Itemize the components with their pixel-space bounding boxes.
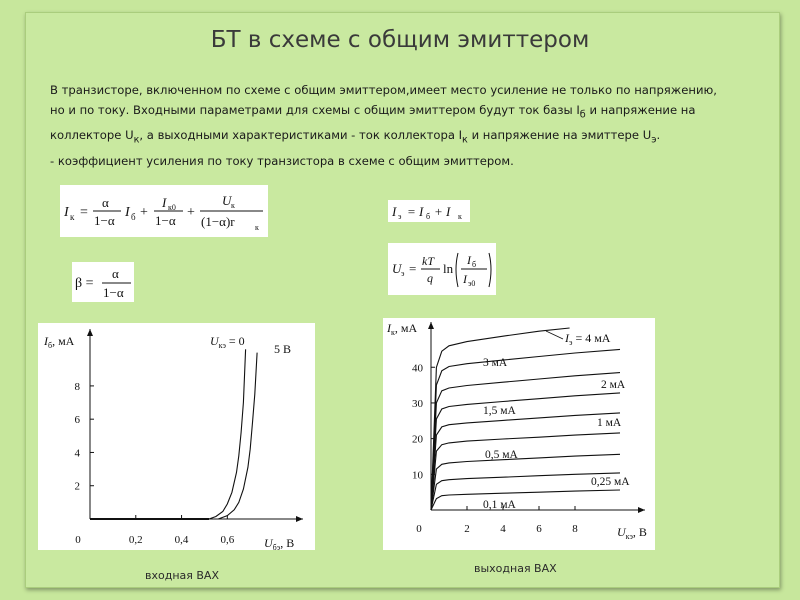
curve-line [218, 353, 257, 519]
formula-plus: + [140, 205, 148, 220]
right-paren [489, 253, 491, 287]
x-tick-label: 0 [416, 523, 422, 535]
y-axis-label: $I_к$, мА [387, 321, 418, 337]
fraction-denominator: I [463, 272, 467, 286]
x-axis-arrow [296, 516, 303, 522]
paragraph-text: и напряжение на [585, 103, 696, 117]
subscript: э [651, 134, 657, 146]
formula-subscript: б [472, 260, 477, 269]
formula-emitter-voltage [388, 243, 496, 295]
x-tick-label: 0 [75, 534, 81, 546]
fraction-numerator: α [112, 266, 119, 281]
x-axis-arrow [638, 507, 645, 513]
y-axis-arrow [428, 322, 434, 329]
output-chart-caption: выходная ВАХ [474, 562, 557, 575]
fraction-numerator: α [102, 195, 109, 210]
series-label: 3 мА [483, 357, 508, 369]
formula-emitter-current [388, 200, 470, 222]
legend-label: $U_{кэ} = 0$ [210, 334, 245, 350]
formula-subscript: к [70, 212, 75, 222]
formula-equals: = [409, 261, 417, 276]
x-axis-label: $U_{бэ}$, В [264, 536, 295, 550]
series-label: 1 мА [597, 417, 622, 429]
formula-symbol: I [125, 205, 130, 220]
x-tick-label: 0,4 [174, 534, 189, 546]
curve-line [431, 433, 620, 510]
fraction-denominator: 1−α [94, 213, 115, 228]
label-leader [546, 331, 563, 339]
y-tick-label: 2 [74, 480, 80, 493]
input-characteristic-chart [38, 323, 315, 550]
input-chart-caption: входная ВАХ [145, 569, 219, 582]
series-label: $I_э = 4$ мА [565, 331, 611, 347]
paragraph-line-3 [50, 125, 762, 150]
left-paren [456, 253, 458, 287]
formula-subscript: к [255, 223, 259, 232]
y-tick-label: 30 [412, 397, 423, 410]
formula-beta-svg [72, 262, 134, 302]
series-label: 2 мА [601, 379, 626, 391]
paragraph-line-2 [50, 100, 762, 125]
output-characteristic-chart [383, 318, 655, 550]
formula-collector-current [60, 185, 268, 237]
curve-line [431, 490, 620, 510]
formula-beta [72, 262, 134, 302]
fraction-denominator: (1−α)r [201, 214, 235, 229]
formula-subscript: к [458, 212, 462, 221]
input-chart-svg [38, 323, 315, 550]
series-label: 5 В [274, 342, 292, 356]
formula-ln: ln [443, 261, 454, 276]
y-tick-label: 8 [74, 380, 80, 393]
formula-ik-svg [60, 185, 268, 237]
series-label: 0,25 мА [591, 476, 630, 488]
series-label: 1,5 мА [483, 405, 516, 417]
y-tick-label: 20 [412, 433, 423, 446]
curve-line [209, 349, 246, 519]
formula-symbol: = I [407, 204, 424, 219]
fraction-denominator: q [427, 271, 433, 285]
formula-subscript: э [401, 269, 405, 278]
formula-subscript: б [131, 212, 136, 222]
x-tick-label: 0,6 [220, 534, 235, 546]
output-chart-svg [383, 318, 655, 550]
slide-title: БТ в схеме с общим эмиттером [210, 27, 590, 53]
formula-symbol: U [392, 261, 402, 276]
fraction-denominator: 1−α [155, 213, 176, 228]
y-tick-label: 40 [412, 362, 423, 375]
y-axis-label: $I_б$, мА [44, 334, 75, 350]
formula-subscript: э0 [468, 279, 476, 288]
formula-symbol: I [64, 205, 69, 220]
y-tick-label: 10 [412, 469, 423, 482]
y-axis-arrow [87, 329, 93, 336]
paragraph-text: но и по току. Входными параметрами для схемы с общим эмиттером будут ток базы I [50, 103, 580, 117]
y-tick-label: 4 [74, 447, 80, 460]
x-axis-label: $U_{кэ}$, В [617, 525, 647, 541]
subscript: б [579, 109, 586, 121]
description-paragraph [50, 80, 762, 171]
paragraph-text: , а выходными характеристиками - ток коллектора I [139, 128, 463, 143]
series-label: 0,5 мА [485, 449, 518, 461]
formula-subscript: к0 [168, 203, 176, 212]
fraction-numerator: U [222, 193, 232, 208]
paragraph-text: и напряжение на эмиттере U [467, 128, 652, 143]
formula-ie-svg [388, 200, 470, 222]
formula-symbol: β = [75, 276, 94, 291]
x-tick-label: 8 [572, 523, 578, 535]
paragraph-line-1: В транзисторе, включенном по схеме с общим эмиттером,имеет место усиление не только по напряжению, [50, 83, 717, 97]
formula-ue-svg [388, 243, 496, 295]
fraction-numerator: kT [422, 254, 434, 268]
paragraph-line-4: - коэффициент усиления по току транзистора в схеме с общим эмиттером. [50, 153, 514, 168]
formula-symbol: I [392, 204, 397, 219]
series-label: 0,1 мА [483, 499, 516, 511]
paragraph-text: коллекторе U [50, 128, 134, 143]
formula-subscript: э [398, 212, 402, 221]
subscript: к [133, 134, 140, 146]
subscript: к [462, 134, 468, 146]
formula-plus: + [187, 205, 195, 220]
fraction-numerator: I [162, 195, 167, 210]
x-tick-label: 0,2 [128, 534, 143, 546]
curve-line [431, 373, 620, 510]
x-tick-label: 4 [500, 523, 506, 535]
formula-equals: = [80, 205, 88, 220]
x-tick-label: 2 [464, 523, 470, 535]
fraction-denominator: 1−α [103, 285, 124, 300]
paragraph-text: . [656, 128, 661, 143]
formula-symbol: + I [434, 204, 451, 219]
fraction-numerator: I [467, 253, 471, 267]
x-tick-label: 6 [536, 523, 542, 535]
y-tick-label: 6 [74, 414, 80, 427]
formula-subscript: б [426, 212, 431, 221]
curve-line [431, 413, 620, 510]
formula-subscript: к [231, 201, 235, 210]
